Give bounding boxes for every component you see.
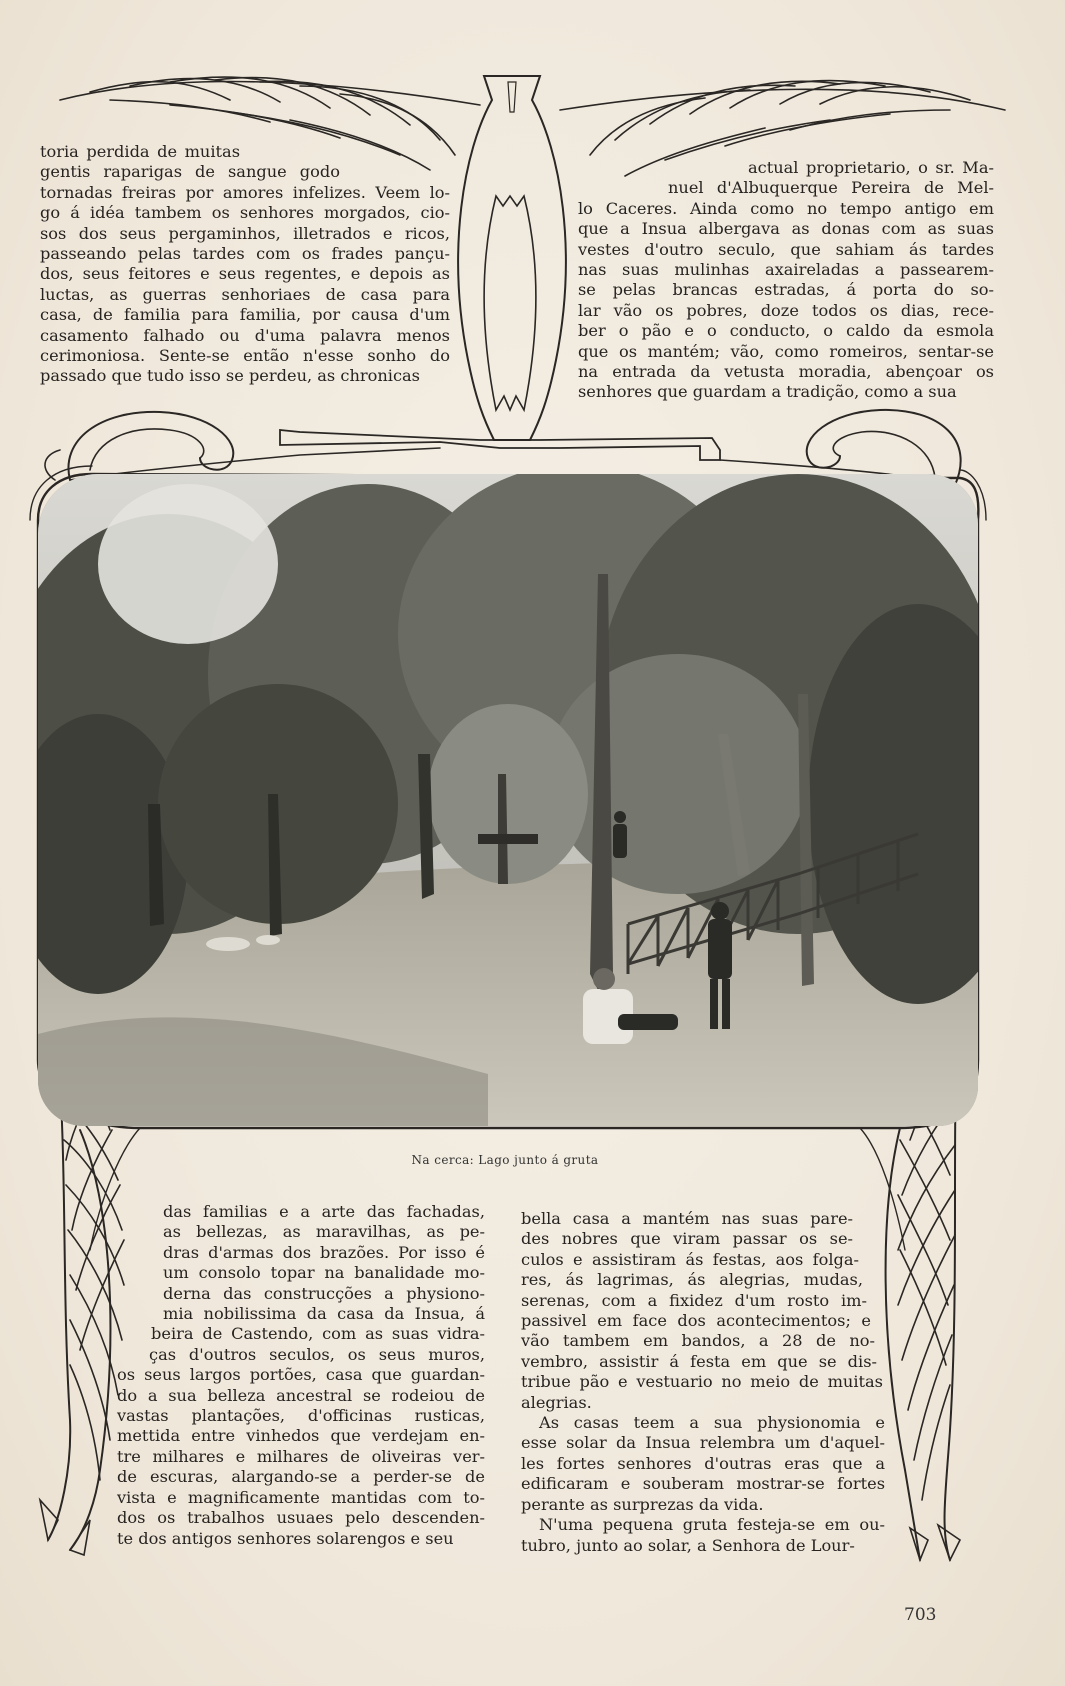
text-line: tre milhares e milhares de oliveiras ver- (117, 1446, 485, 1466)
page-number: 703 (904, 1605, 937, 1625)
text-line: dos, seus feitores e seus regentes, e depois as (40, 264, 450, 284)
text-line: das familias e a arte das fachadas, (163, 1202, 485, 1221)
text-line: N'uma pequena gruta festeja-se em ou- (539, 1515, 885, 1535)
text-line: passivel em face dos acontecimentos; e (521, 1311, 871, 1331)
text-line: dos os trabalhos usuaes pelo descenden- (117, 1508, 485, 1528)
text-line: tubro, junto ao solar, a Senhora de Lour- (521, 1535, 855, 1555)
text-line: derna das construcções a physiono- (163, 1283, 485, 1303)
text-line: esse solar da Insua relembra um d'aquel- (521, 1433, 885, 1453)
text-line: ças d'outros seculos, os seus muros, (149, 1344, 485, 1364)
text-line: nuel d'Albuquerque Pereira de Mel- (668, 178, 994, 198)
text-line: beira de Castendo, com as suas vidra- (151, 1324, 485, 1344)
text-line: edificaram e souberam mostrar-se fortes (521, 1474, 885, 1494)
text-line: casa, de familia para familia, por causa d'um (40, 305, 450, 325)
text-line: vista e magnificamente mantidas com to- (117, 1487, 485, 1507)
text-line: vestes d'outro seculo, que sahiam ás tardes (578, 239, 994, 259)
photo-caption: Na cerca: Lago junto á gruta (411, 1153, 599, 1167)
text-line: casamento falhado ou d'uma palavra menos (40, 325, 450, 345)
park-photograph (38, 474, 978, 1126)
text-column-bottom-left (117, 1202, 485, 1549)
text-line: se pelas brancas estradas, á porta do so- (578, 280, 994, 300)
text-line: que os mantém; vão, como romeiros, sentar-se (578, 341, 994, 361)
text-line: passado que tudo isso se perdeu, as chronicas (40, 366, 420, 386)
text-line: go á idéa tambem os senhores morgados, cio- (40, 203, 450, 223)
text-line: mia nobilissima da casa da Insua, á (163, 1304, 485, 1324)
text-line: actual proprietario, o sr. Ma- (748, 158, 994, 177)
text-line: vastas plantações, d'officinas rusticas, (117, 1406, 485, 1426)
text-line: passeando pelas tardes com os frades pançu- (40, 244, 450, 264)
text-line: serenas, com a fixidez d'um rosto im- (521, 1290, 867, 1310)
text-line: res, ás lagrimas, ás alegrias, mudas, (521, 1270, 863, 1290)
text-line: gentis raparigas de sangue godo (40, 162, 340, 182)
text-column-bottom-right (521, 1209, 888, 1556)
text-line: des nobres que viram passar os se- (521, 1229, 853, 1249)
text-column-top-right (578, 158, 994, 403)
text-line: que a Insua albergava as donas com as suas (578, 219, 994, 239)
text-column-top-left (40, 142, 450, 387)
text-line: alegrias. (521, 1392, 592, 1412)
text-line: de escuras, alargando-se a perder-se de (117, 1467, 485, 1487)
text-line: senhores que guardam a tradição, como a sua (578, 382, 957, 402)
text-line: os seus largos portões, casa que guardan- (117, 1365, 485, 1385)
text-line: te dos antigos senhores solarengos e seu (117, 1528, 454, 1548)
photo-scene (38, 474, 978, 1126)
text-line: sos dos seus pergaminhos, illetrados e ricos, (40, 223, 450, 243)
text-line: lar vão os pobres, doze todos os dias, rece- (578, 300, 994, 320)
text-line: vão tambem em bandos, a 28 de no- (521, 1331, 875, 1351)
text-line: vembro, assistir á festa em que se dis- (521, 1351, 877, 1371)
text-line: na entrada da vetusta moradia, abençoar os (578, 362, 994, 382)
text-line: um consolo topar na banalidade mo- (163, 1263, 485, 1283)
text-line: les fortes senhores d'outras eras que a (521, 1453, 885, 1473)
text-line: lo Caceres. Ainda como no tempo antigo em (578, 198, 994, 218)
text-line: perante as surprezas da vida. (521, 1494, 764, 1514)
text-line: tornadas freiras por amores infelizes. Veem lo- (40, 182, 450, 202)
text-line: do a sua belleza ancestral se rodeiou de (117, 1385, 485, 1405)
text-line: dras d'armas dos brazões. Por isso é (163, 1242, 485, 1262)
text-line: luctas, as guerras senhoriaes de casa para (40, 284, 450, 304)
text-line: As casas teem a sua physionomia e (539, 1413, 885, 1433)
text-line: nas suas mulinhas axaireladas a passearem- (578, 260, 994, 280)
text-line: as bellezas, as maravilhas, as pe- (163, 1222, 485, 1242)
text-line: bella casa a mantém nas suas pare- (521, 1209, 853, 1228)
text-line: mettida entre vinhedos que verdejam en- (117, 1426, 485, 1446)
text-line: tribue pão e vestuario no meio de muitas (521, 1372, 883, 1392)
text-line: cerimoniosa. Sente-se então n'esse sonho do (40, 346, 450, 366)
text-line: culos e assistiram ás festas, aos folga- (521, 1249, 859, 1269)
text-line: toria perdida de muitas (40, 142, 240, 161)
text-line: ber o pão e o conducto, o caldo da esmola (578, 321, 994, 341)
